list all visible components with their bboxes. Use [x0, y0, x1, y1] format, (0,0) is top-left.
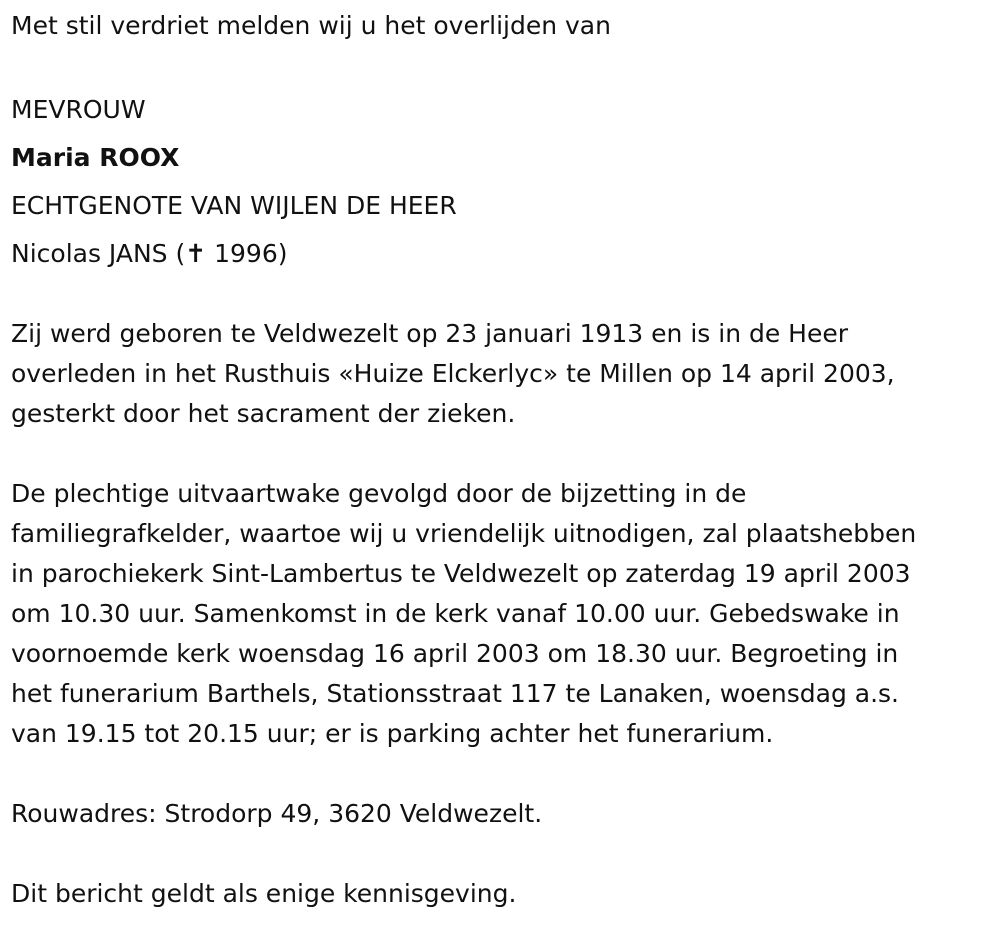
- mourning-address: Rouwadres: Strodorp 49, 3620 Veldwezelt.: [11, 799, 543, 828]
- paragraph-line: Zij werd geboren te Veldwezelt op 23 januari 1913 en is in de Heer: [11, 319, 849, 348]
- spacer: [11, 434, 1000, 474]
- deceased-relation: ECHTGENOTE VAN WIJLEN DE HEER: [11, 191, 457, 220]
- paragraph-line: familiegrafkelder, waartoe wij u vriendelijk uitnodigen, zal plaatshebben: [11, 519, 917, 548]
- paragraph-line: overleden in het Rusthuis «Huize Elckerlyc» te Millen op 14 april 2003,: [11, 359, 895, 388]
- deceased-name: Maria ROOX: [11, 143, 180, 172]
- intro-text: Met stil verdriet melden wij u het overlijden van: [11, 11, 611, 40]
- closing-text: Dit bericht geldt als enige kennisgeving.: [11, 879, 517, 908]
- paragraph-line: gesterkt door het sacrament der zieken.: [11, 399, 516, 428]
- spacer: [11, 754, 1000, 794]
- paragraph-line: van 19.15 tot 20.15 uur; er is parking achter het funerarium.: [11, 719, 774, 748]
- funeral-paragraph: [11, 474, 1000, 754]
- spouse-name: Nicolas JANS (✝ 1996): [11, 239, 288, 268]
- deceased-title: MEVROUW: [11, 95, 146, 124]
- spacer: [11, 834, 1000, 874]
- birth-death-paragraph: [11, 314, 1000, 434]
- paragraph-line: in parochiekerk Sint-Lambertus te Veldwezelt op zaterdag 19 april 2003: [11, 559, 911, 588]
- paragraph-line: De plechtige uitvaartwake gevolgd door de bijzetting in de: [11, 479, 747, 508]
- paragraph-line: om 10.30 uur. Samenkomst in de kerk vanaf 10.00 uur. Gebedswake in: [11, 599, 900, 628]
- spacer: [11, 278, 1000, 314]
- spacer: [11, 46, 1000, 86]
- paragraph-line: het funerarium Barthels, Stationsstraat 117 te Lanaken, woensdag a.s.: [11, 679, 900, 708]
- paragraph-line: voornoemde kerk woensdag 16 april 2003 om 18.30 uur. Begroeting in: [11, 639, 899, 668]
